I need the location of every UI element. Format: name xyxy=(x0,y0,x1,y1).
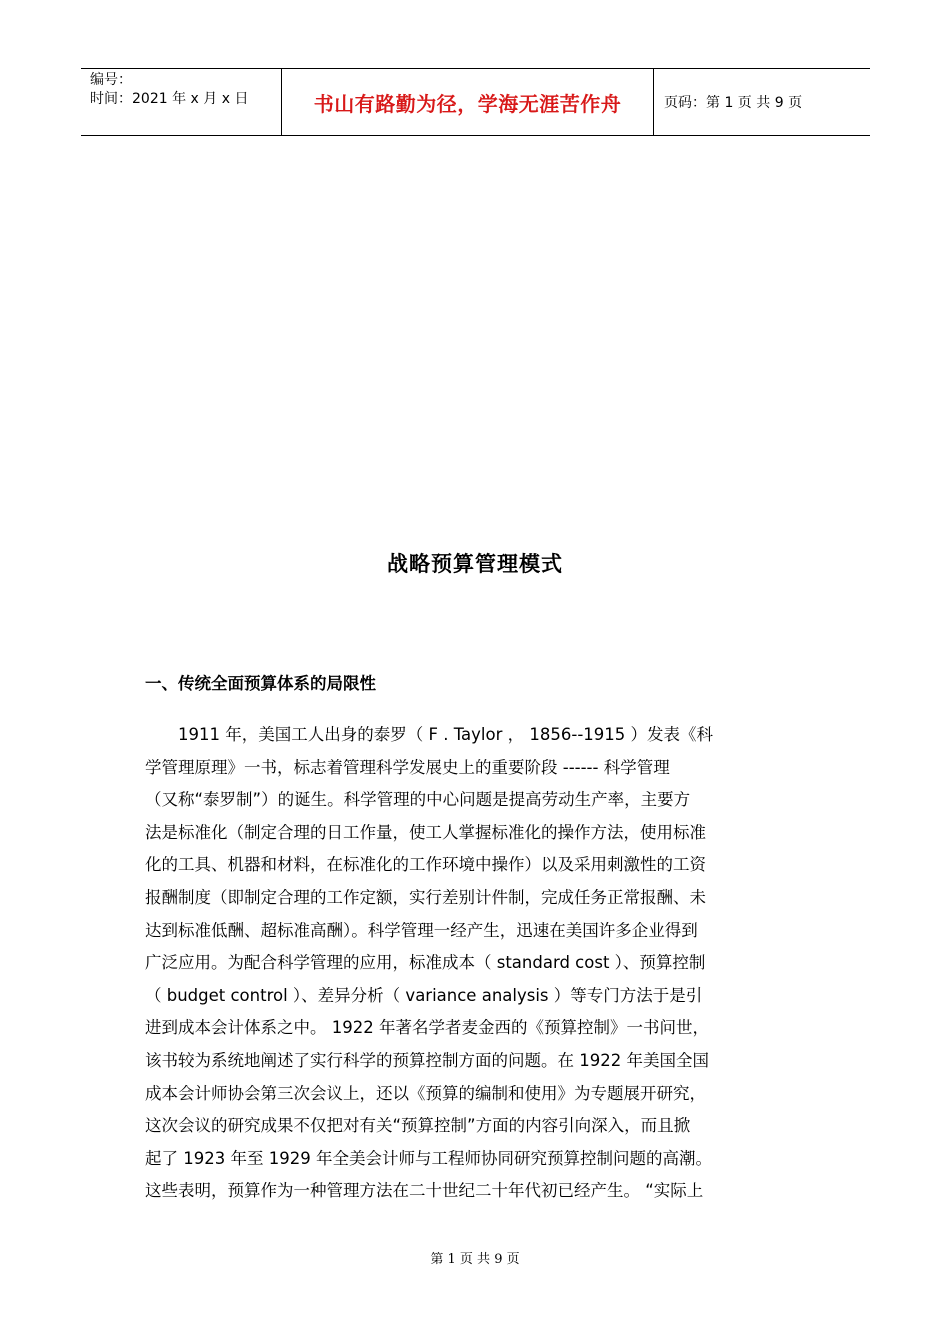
header-page-number: 页码：第 1 页 共 9 页 xyxy=(664,95,803,111)
paragraph-line: （ budget control ）、差异分析（ variance analysis ）等专门方法于是引 xyxy=(145,985,703,1005)
paragraph-line: （又称“泰罗制”）的诞生。科学管理的中心问题是提高劳动生产率，主要方 xyxy=(145,790,691,810)
header-meta xyxy=(81,69,282,135)
date-label: 时间：2021 年 x 月 x 日 xyxy=(90,91,249,107)
paragraph-line: 起了 1923 年至 1929 年全美会计师与工程师协同研究预算控制问题的高潮。 xyxy=(145,1148,712,1168)
paragraph-line: 成本会计师协会第三次会议上，还以《预算的编制和使用》为专题展开研究， xyxy=(145,1083,706,1103)
paragraph-line: 达到标准低酬、超标准高酬）。科学管理一经产生，迅速在美国许多企业得到 xyxy=(145,920,698,940)
section-heading: 一、传统全面预算体系的局限性 xyxy=(145,674,376,693)
paragraph-line: 该书较为系统地阐述了实行科学的预算控制方面的问题。在 1922 年美国全国 xyxy=(145,1050,709,1070)
paragraph-line: 报酬制度（即制定合理的工作定额，实行差别计件制，完成任务正常报酬、未 xyxy=(145,887,706,907)
paragraph-line: 进到成本会计体系之中。 1922 年著名学者麦金西的《预算控制》一书问世， xyxy=(145,1018,709,1038)
page-footer: 第 1 页 共 9 页 xyxy=(430,1252,520,1267)
body-paragraph xyxy=(145,719,810,1208)
paragraph-line: 这些表明，预算作为一种管理方法在二十世纪二十年代初已经产生。 “实际上 xyxy=(145,1181,704,1201)
paragraph-line: 广泛应用。为配合科学管理的应用，标准成本（ standard cost ）、预算控制 xyxy=(145,953,706,973)
paragraph-line: 1911 年，美国工人出身的泰罗（ F . Taylor ， 1856--1915 ）发表《科 xyxy=(145,725,714,744)
paragraph-line: 化的工具、机器和材料，在标准化的工作环境中操作）以及采用刺激性的工资 xyxy=(145,855,706,875)
paragraph-line: 法是标准化（制定合理的日工作量，使工人掌握标准化的操作方法，使用标准 xyxy=(145,822,706,842)
document-header xyxy=(81,68,870,136)
paragraph-line: 学管理原理》一书，标志着管理科学发展史上的重要阶段 ------ 科学管理 xyxy=(145,757,670,777)
paragraph-line: 这次会议的研究成果不仅把对有关“预算控制”方面的内容引向深入，而且掀 xyxy=(145,1116,691,1136)
number-label: 编号： xyxy=(90,72,132,88)
document-title: 战略预算管理模式 xyxy=(387,552,563,576)
header-motto: 书山有路勤为径，学海无涯苦作舟 xyxy=(282,69,654,135)
